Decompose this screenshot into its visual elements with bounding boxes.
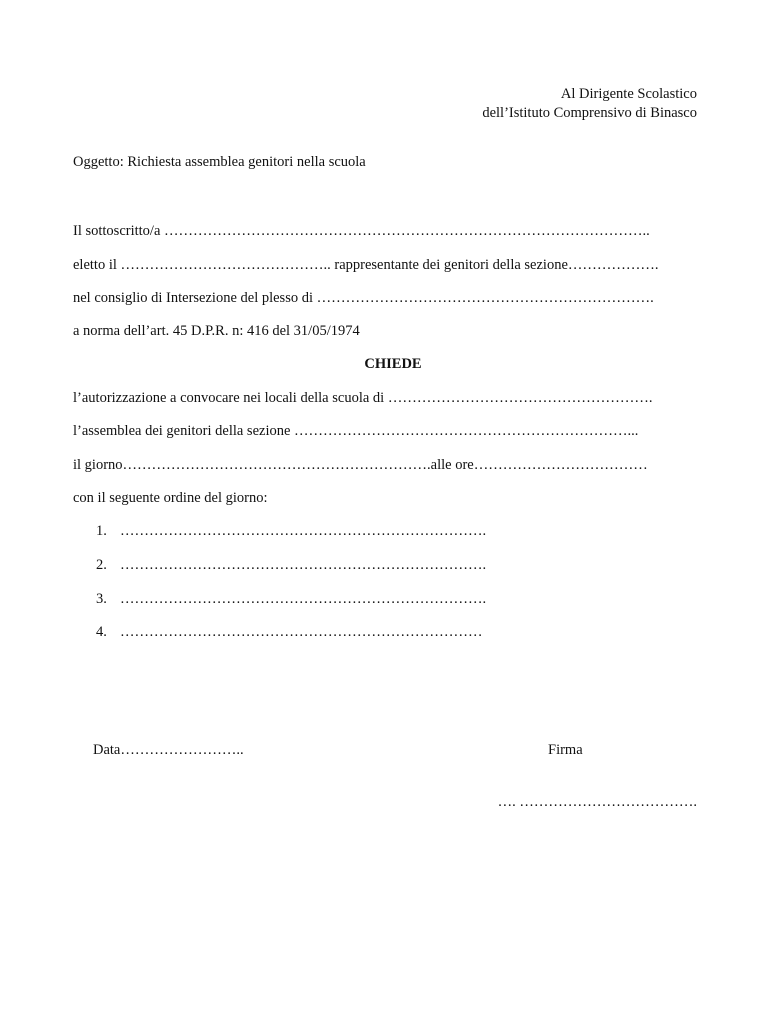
body-line-elected: eletto il …………………………………….. rappresentante dei genitori della sezione………………. <box>73 257 659 273</box>
request-line-assembly: l’assemblea dei genitori della sezione ……………………………………………………………... <box>73 423 639 439</box>
agenda-item-blank: …………………………………………………………………. <box>120 591 487 607</box>
date-field: Data…………………….. <box>93 742 244 758</box>
agenda-item-blank: ………………………………………………………………… <box>120 624 483 640</box>
signature-line: …. ………………………………. <box>497 794 697 810</box>
agenda-item-number: 3. <box>96 591 107 607</box>
request-line-date-time: il giorno……………………………………………………….alle ore……………………………… <box>73 457 648 473</box>
request-line-agenda-intro: con il seguente ordine del giorno: <box>73 490 268 506</box>
agenda-item-number: 2. <box>96 557 107 573</box>
body-line-council: nel consiglio di Intersezione del plesso di ……………………………………………………………. <box>73 290 654 306</box>
body-line-signatory: Il sottoscritto/a ……………………………………………………………………………………….. <box>73 223 650 239</box>
body-line-norm: a norma dell’art. 45 D.P.R. n: 416 del 31/05/1974 <box>73 323 360 339</box>
agenda-item-number: 4. <box>96 624 107 640</box>
subject-line: Oggetto: Richiesta assemblea genitori nella scuola <box>73 154 366 170</box>
recipient-line-2: dell’Istituto Comprensivo di Binasco <box>482 105 697 121</box>
request-line-authorization: l’autorizzazione a convocare nei locali della scuola di ………………………………………………. <box>73 390 653 406</box>
agenda-item-blank: …………………………………………………………………. <box>120 523 487 539</box>
request-heading: CHIEDE <box>364 356 422 372</box>
recipient-line-1: Al Dirigente Scolastico <box>560 86 697 102</box>
agenda-item-blank: …………………………………………………………………. <box>120 557 487 573</box>
agenda-item-number: 1. <box>96 523 107 539</box>
signature-label: Firma <box>548 742 583 758</box>
